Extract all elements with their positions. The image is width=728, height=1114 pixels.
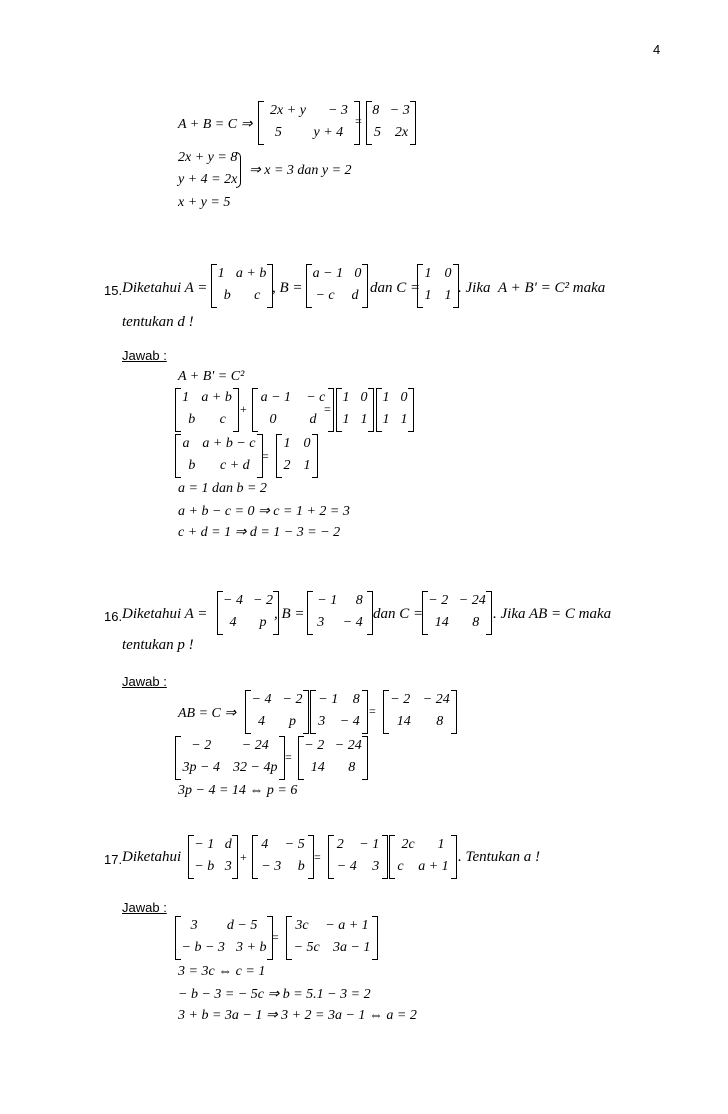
cell: − 2 — [191, 738, 212, 753]
cell: 3p − 4 — [182, 760, 220, 775]
top-system-1: 2x + y = 8 — [178, 150, 238, 165]
q17-jawab: Jawab : — [122, 900, 167, 915]
q17-matrix-1 — [188, 835, 238, 879]
cell: a + b — [235, 266, 267, 281]
cell: 8 — [355, 593, 363, 608]
q17-eq: = — [314, 850, 321, 864]
cell: 0 — [303, 436, 311, 451]
cell: a + b — [201, 390, 232, 405]
q15-condition: A + B' = C² maka — [498, 280, 606, 296]
cell: 1 — [360, 412, 368, 427]
q16-text-b: , B = — [274, 606, 305, 622]
cell: 0 — [400, 390, 408, 405]
q15-text-a: Diketahui A = — [122, 280, 208, 296]
cell: b — [297, 859, 305, 874]
cell: − 5c — [293, 940, 320, 955]
cell: 3 — [317, 615, 325, 630]
q17-result-1: 3 = 3c ⇔ c = 1 — [178, 964, 266, 979]
cell: − b − 3 — [181, 940, 225, 955]
cell: 4 — [258, 714, 265, 729]
q17-text-a: Diketahui — [122, 849, 182, 865]
cell: d — [351, 288, 359, 303]
q15-s3-matrix-2 — [276, 434, 318, 478]
q16-step-1: AB = C ⇒ — [178, 706, 237, 721]
q15-result-2: a + b − c = 0 ⇒ c = 1 + 2 = 3 — [178, 504, 350, 519]
cell: 8 — [472, 615, 480, 630]
q16-text-a: Diketahui A = — [122, 606, 208, 622]
q17-matrix-4 — [389, 835, 457, 879]
q16-result-1: 3p − 4 = 14 ⇔ p = 6 — [178, 783, 298, 798]
cell: 2x + y — [270, 103, 306, 118]
q16-s1-matrix-1 — [245, 690, 309, 734]
top-eq: = — [355, 114, 362, 128]
q15-s2-eq: = — [324, 402, 331, 416]
q15-text-c: dan C = — [370, 280, 421, 296]
q16-line-2: tentukan p ! — [122, 637, 194, 653]
cell: d — [224, 837, 232, 852]
q15-step-1: A + B' = C² — [178, 369, 245, 384]
cell: − 4 — [342, 615, 363, 630]
cell: 4 — [261, 837, 269, 852]
cell: 32 − 4p — [233, 760, 278, 775]
cell: 1 — [342, 412, 350, 427]
top-matrix-1 — [258, 101, 360, 145]
q17-s1-eq: = — [272, 930, 279, 944]
q16-s2-eq: = — [285, 750, 292, 764]
q16-text-c: dan C = — [373, 606, 424, 622]
cell: 3 — [224, 859, 232, 874]
cell: 1 — [382, 412, 390, 427]
cell: 1 — [283, 436, 291, 451]
cell: 3 — [190, 918, 198, 933]
cell: a − 1 — [260, 390, 292, 405]
q17-text-d: . Tentukan a ! — [458, 849, 540, 865]
cell: 3 + b — [236, 940, 267, 955]
q15-jawab: Jawab : — [122, 348, 167, 363]
cell: − 24 — [422, 692, 450, 707]
cell: − 2 — [282, 692, 303, 707]
cell: 3a − 1 — [332, 940, 371, 955]
cell: p — [289, 714, 296, 729]
cell: a + b − c — [202, 436, 256, 451]
top-system-2: y + 4 = 2x — [178, 172, 238, 187]
q15-matrix-b — [306, 264, 368, 308]
q16-s1-eq: = — [369, 704, 376, 718]
q16-jawab: Jawab : — [122, 674, 167, 689]
top-matrix-2 — [366, 101, 416, 145]
cell: 2c — [401, 837, 415, 852]
cell: − 4 — [339, 714, 360, 729]
cell: − 2 — [304, 738, 325, 753]
cell: a + 1 — [418, 859, 449, 874]
cell: c — [254, 288, 261, 303]
cell: 0 — [354, 266, 362, 281]
cell: c — [219, 412, 226, 427]
cell: 1 — [400, 412, 408, 427]
cell: − 4 — [223, 593, 243, 608]
cell: b — [223, 288, 231, 303]
cell: 14 — [310, 760, 325, 775]
cell: 3 — [318, 714, 326, 729]
q15-s2-matrix-2 — [252, 388, 334, 432]
cell: − 2 — [253, 593, 273, 608]
cell: 8 — [436, 714, 444, 729]
top-system-result: ⇒ x = 3 dan y = 2 — [249, 163, 352, 178]
cell: 5 — [373, 125, 381, 140]
q15-matrix-c — [417, 264, 459, 308]
cell: 0 — [360, 390, 368, 405]
cell: a — [182, 436, 190, 451]
q15-s3-eq: = — [262, 449, 269, 463]
q15-s2-matrix-1 — [175, 388, 239, 432]
cell: 1 — [424, 288, 432, 303]
cell: 8 — [348, 760, 356, 775]
cell: − a + 1 — [325, 918, 369, 933]
cell: − 5 — [284, 837, 305, 852]
cell: 14 — [434, 615, 449, 630]
cell: 14 — [396, 714, 411, 729]
q16-matrix-c — [422, 591, 492, 635]
cell: d — [309, 412, 317, 427]
q16-s2-matrix-1 — [175, 736, 285, 780]
cell: 3 — [372, 859, 380, 874]
cell: − 24 — [334, 738, 362, 753]
cell: 2 — [283, 458, 291, 473]
q15-s2-matrix-3 — [336, 388, 374, 432]
cell: 1 — [182, 390, 190, 405]
q15-s3-matrix-1 — [175, 434, 263, 478]
q17-plus: + — [240, 850, 247, 864]
cell: 1 — [437, 837, 445, 852]
cell: 8 — [352, 692, 360, 707]
q17-s1-matrix-2 — [286, 916, 378, 960]
cell: 1 — [217, 266, 225, 281]
q15-text-d: . Jika — [458, 280, 491, 296]
cell: − 4 — [336, 859, 357, 874]
cell: − 4 — [251, 692, 272, 707]
cell: − 2 — [428, 593, 449, 608]
cell: − 3 — [327, 103, 348, 118]
cell: 1 — [382, 390, 390, 405]
q16-matrix-b — [307, 591, 373, 635]
top-lhs: A + B = C ⇒ — [178, 117, 253, 132]
cell: 0 — [444, 266, 452, 281]
cell: − 1 — [318, 692, 339, 707]
cell: − 24 — [458, 593, 486, 608]
q17-number: 17. — [104, 852, 123, 867]
q16-number: 16. — [104, 609, 123, 624]
cell: 3c — [295, 918, 309, 933]
cell: − 3 — [389, 103, 410, 118]
q15-result-3: c + d = 1 ⇒ d = 1 − 3 = − 2 — [178, 525, 341, 540]
cell: 5 — [274, 125, 282, 140]
top-sum: x + y = 5 — [178, 195, 231, 210]
q16-s1-matrix-3 — [383, 690, 457, 734]
cell: − 1 — [317, 593, 338, 608]
cell: − 3 — [261, 859, 282, 874]
cell: 2 — [336, 837, 344, 852]
cell: c — [397, 859, 404, 874]
q16-s1-matrix-2 — [310, 690, 368, 734]
cell: 0 — [269, 412, 277, 427]
cell: − 1 — [359, 837, 380, 852]
cell: c + d — [219, 458, 250, 473]
cell: 8 — [372, 103, 380, 118]
cell: − b — [194, 859, 215, 874]
q17-result-3: 3 + b = 3a − 1 ⇒ 3 + 2 = 3a − 1 ⇔ a = 2 — [178, 1008, 417, 1023]
q17-matrix-2 — [252, 835, 314, 879]
cell: 1 — [342, 390, 350, 405]
system-brace — [236, 152, 241, 188]
cell: b — [188, 458, 196, 473]
cell: p — [259, 615, 267, 630]
q15-s2-matrix-4 — [376, 388, 414, 432]
cell: 1 — [303, 458, 311, 473]
cell: 1 — [424, 266, 432, 281]
cell: b — [188, 412, 196, 427]
q15-matrix-a — [211, 264, 273, 308]
q15-number: 15. — [104, 283, 123, 298]
cell: 2x — [394, 125, 409, 140]
q17-s1-matrix-1 — [175, 916, 273, 960]
q16-matrix-a — [217, 591, 279, 635]
cell: − 2 — [390, 692, 411, 707]
cell: 1 — [444, 288, 452, 303]
cell: − c — [306, 390, 326, 405]
cell: 4 — [229, 615, 237, 630]
q15-result-1: a = 1 dan b = 2 — [178, 481, 267, 496]
q15-plus: + — [240, 402, 247, 416]
cell: d − 5 — [226, 918, 258, 933]
q16-s2-matrix-2 — [298, 736, 368, 780]
cell: a − 1 — [312, 266, 344, 281]
page-number: 4 — [653, 42, 661, 57]
q16-text-d: . Jika AB = C maka — [493, 606, 612, 622]
cell: y + 4 — [313, 125, 344, 140]
cell: − c — [315, 288, 335, 303]
cell: − 1 — [194, 837, 215, 852]
cell: − 24 — [241, 738, 269, 753]
q17-result-2: − b − 3 = − 5c ⇒ b = 5.1 − 3 = 2 — [178, 987, 371, 1002]
q15-text-b: , B = — [272, 280, 303, 296]
q17-matrix-3 — [328, 835, 388, 879]
q15-line-2: tentukan d ! — [122, 314, 194, 330]
